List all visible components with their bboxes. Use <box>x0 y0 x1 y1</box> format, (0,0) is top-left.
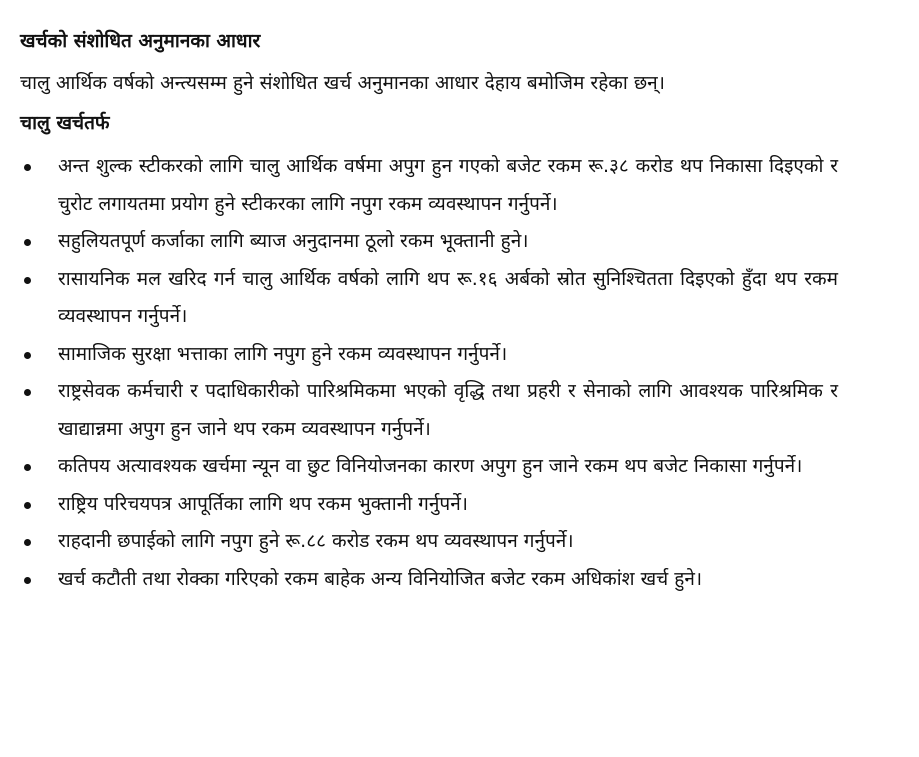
list-item <box>20 148 838 223</box>
bullet-icon <box>24 352 31 359</box>
subsection-title: चालु खर्चतर्फ <box>20 112 110 134</box>
list-item-text: सामाजिक सुरक्षा भत्ताका लागि नपुग हुने रकम व्यवस्थापन गर्नुपर्ने। <box>58 342 508 365</box>
list-item-text: खर्च कटौती तथा रोक्का गरिएको रकम बाहेक अन्य विनियोजित बजेट रकम अधिकांश खर्च हुने। <box>58 567 703 590</box>
list-item <box>20 223 838 261</box>
bullet-icon <box>24 239 31 246</box>
list-item <box>20 261 838 336</box>
list-item-text: राष्ट्रिय परिचयपत्र आपूर्तिका लागि थप रकम भुक्तानी गर्नुपर्ने। <box>58 492 468 515</box>
list-item <box>20 336 838 374</box>
list-item-text: अन्त शुल्क स्टीकरको लागि चालु आर्थिक वर्षमा अपुग हुन गएको बजेट रकम रू.३८ करोड थप निकासा दिइएको र चुरोट लगायतमा प्रयोग हुने स्टीकरका लागि नपुग रकम व्यवस्थापन गर्नुपर्ने। <box>58 155 838 215</box>
list-item <box>20 448 838 486</box>
list-item-text: कतिपय अत्यावश्यक खर्चमा न्यून वा छुट विनियोजनका कारण अपुग हुन जाने रकम थप बजेट निकासा गर्नुपर्ने। <box>58 455 803 477</box>
bullet-icon <box>24 164 31 171</box>
bullet-icon <box>24 539 31 546</box>
section-title: खर्चको संशोधित अनुमानका आधार <box>20 30 261 52</box>
list-item <box>20 486 838 524</box>
list-item-text: रासायनिक मल खरिद गर्न चालु आर्थिक वर्षको लागि थप रू.१६ अर्बको स्रोत सुनिश्चितता दिइएको हुँदा थप रकम व्यवस्थापन गर्नुपर्ने। <box>58 267 838 327</box>
bullet-icon <box>24 464 31 471</box>
bullet-icon <box>24 389 31 396</box>
bullet-icon <box>24 277 31 284</box>
expense-basis-list <box>20 148 838 598</box>
document-page <box>20 26 838 598</box>
bullet-icon <box>24 502 31 509</box>
list-item <box>20 373 838 448</box>
bullet-icon <box>24 577 31 584</box>
list-item <box>20 523 838 561</box>
list-item-text: सहुलियतपूर्ण कर्जाका लागि ब्याज अनुदानमा ठूलो रकम भूक्तानी हुने। <box>58 230 529 252</box>
intro-paragraph: चालु आर्थिक वर्षको अन्त्यसम्म हुने संशोधित खर्च अनुमानका आधार देहाय बमोजिम रहेका छन्। <box>20 72 665 94</box>
list-item <box>20 561 838 599</box>
list-item-text: राष्ट्रसेवक कर्मचारी र पदाधिकारीको पारिश्रमिकमा भएको वृद्धि तथा प्रहरी र सेनाको लागि आवश्यक पारिश्रमिक र खाद्यान्नमा अपुग हुन जाने थप रकम व्यवस्थापन गर्नुपर्ने। <box>58 380 838 440</box>
list-item-text: राहदानी छपाईको लागि नपुग हुने रू.८८ करोड रकम थप व्यवस्थापन गर्नुपर्ने। <box>58 530 574 552</box>
